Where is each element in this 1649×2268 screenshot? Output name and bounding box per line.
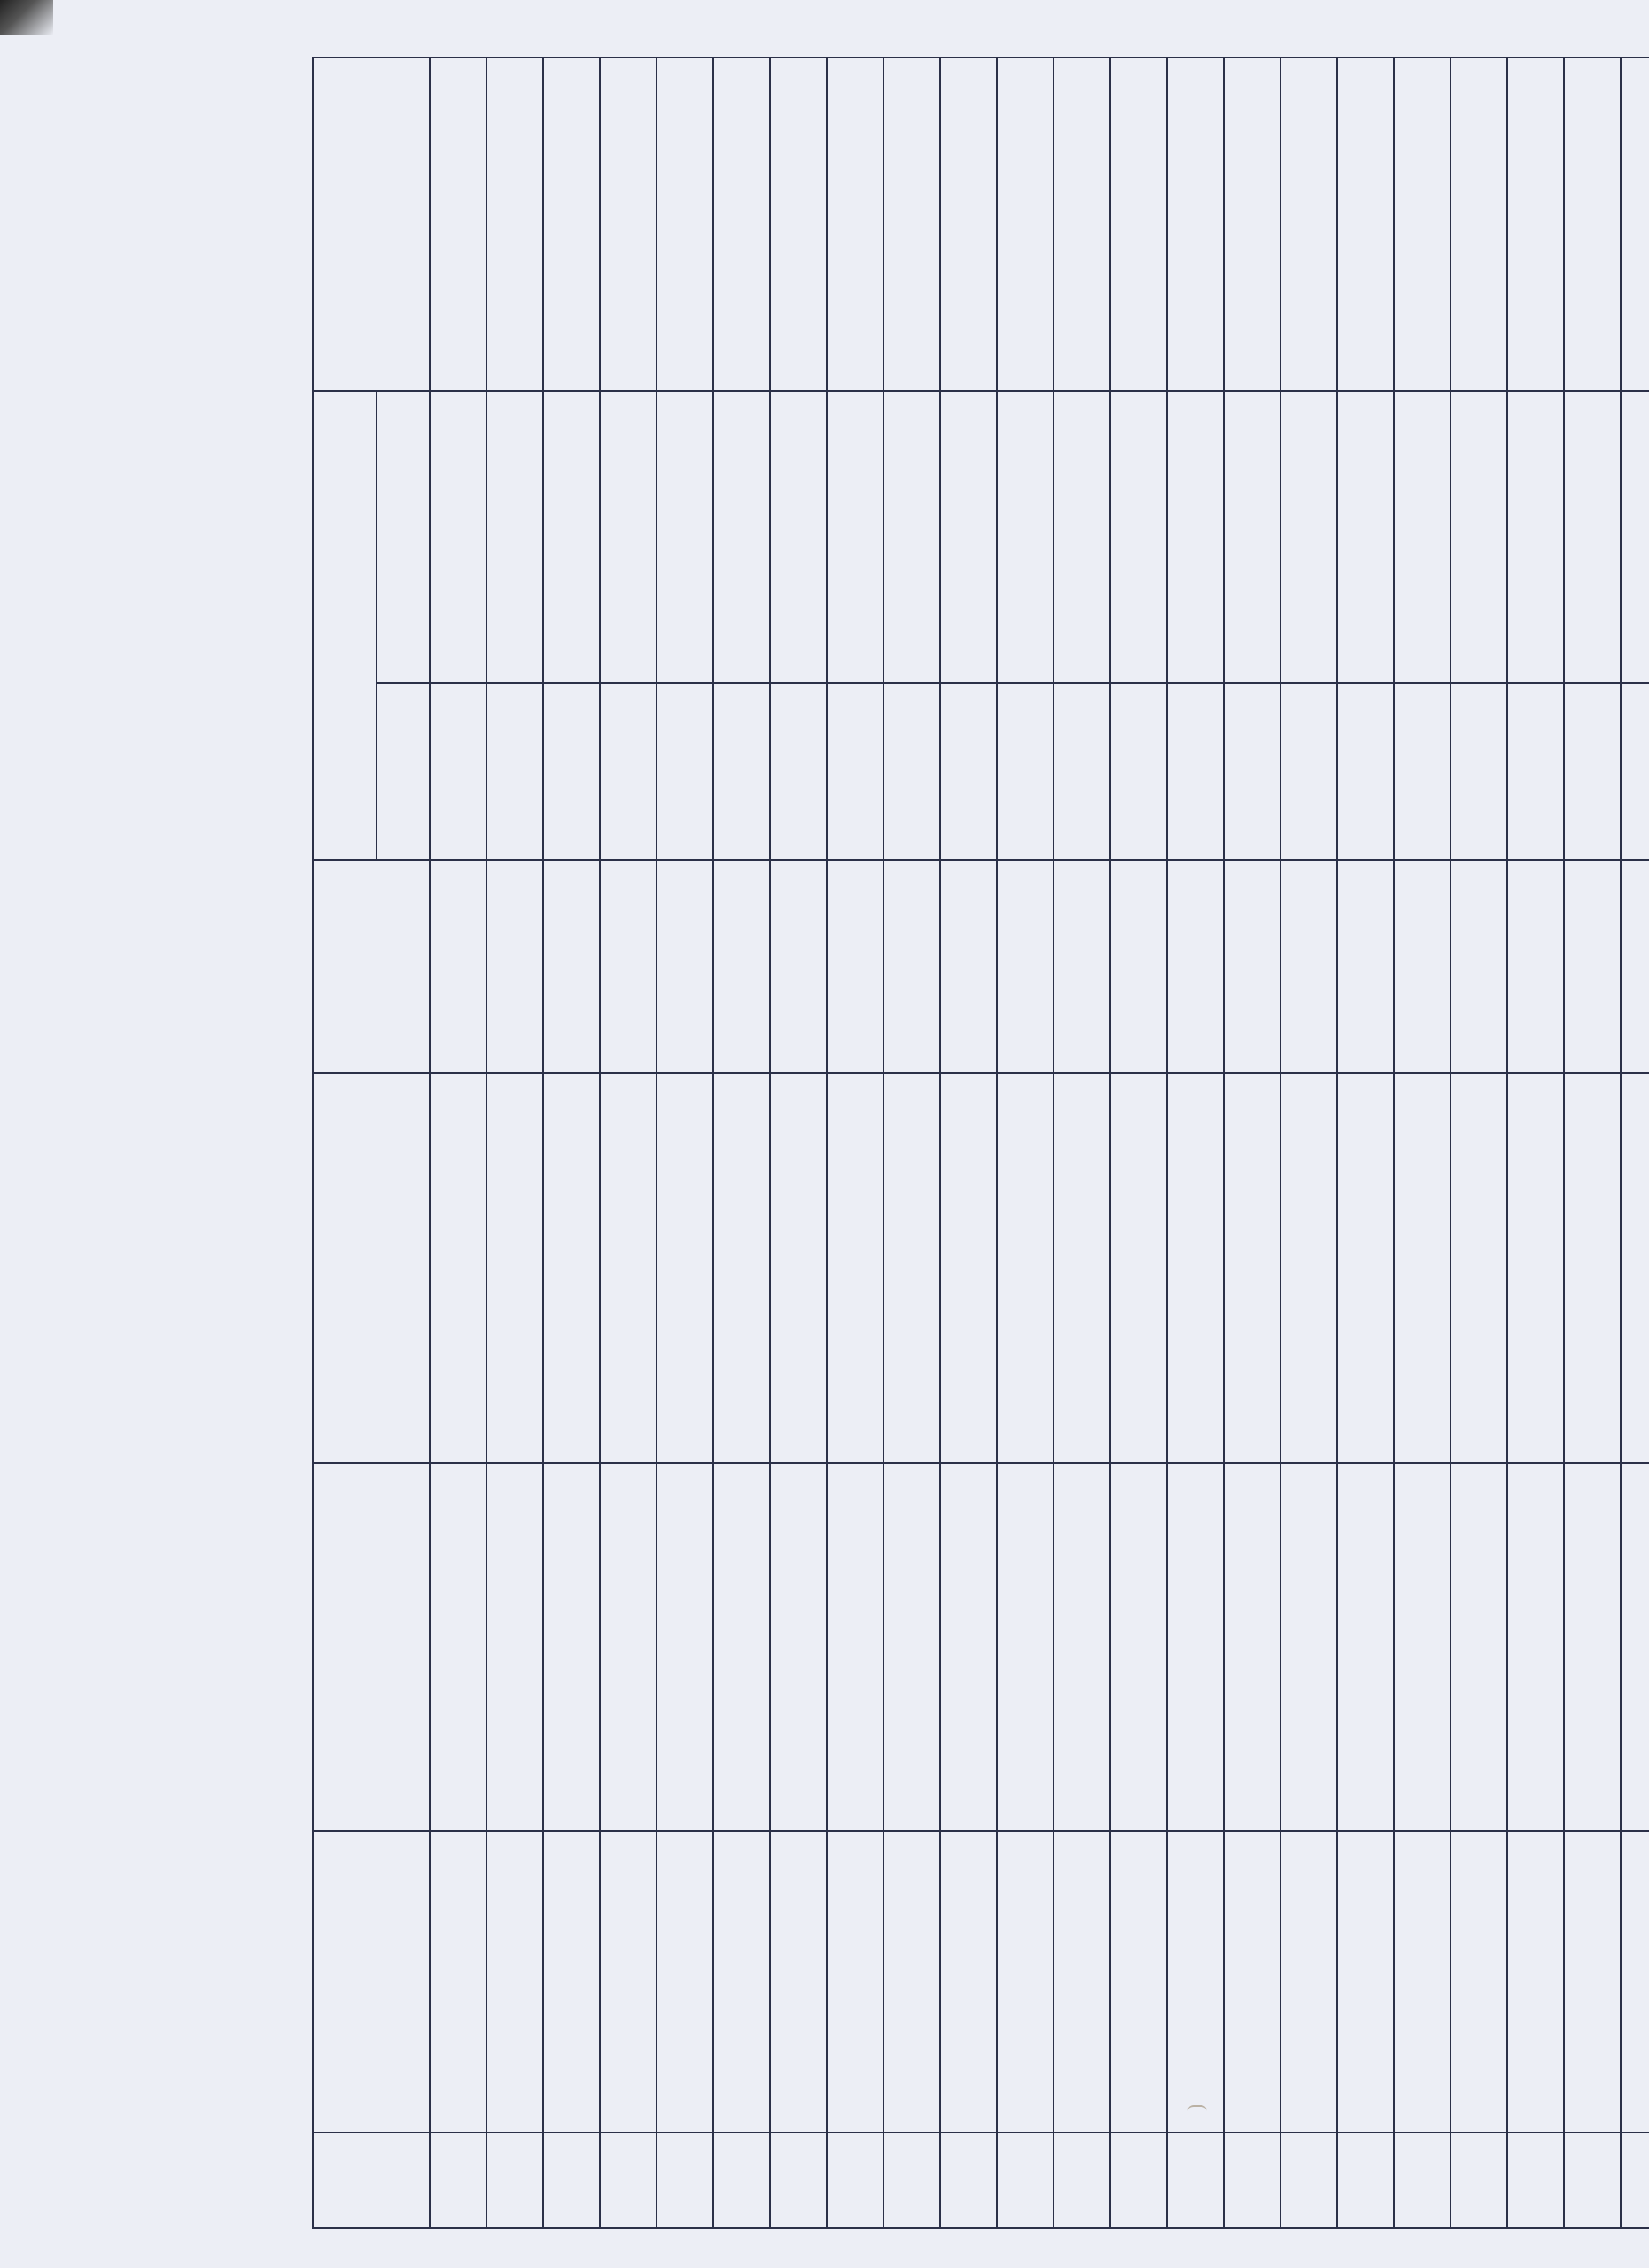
- cell-no: [827, 2132, 883, 2228]
- header-item: [313, 1073, 430, 1463]
- cell-reason: [1280, 58, 1337, 391]
- cell-tax-id: [1280, 1831, 1337, 2132]
- cell-vendor: [1507, 1463, 1564, 1831]
- cell-no: [770, 2132, 827, 2228]
- cell-item: [1394, 1073, 1451, 1463]
- cell-ref-date: [770, 683, 827, 860]
- cell-ref-no: [1621, 391, 1649, 683]
- cell-no: [940, 2132, 997, 2228]
- cell-item: [1110, 1073, 1167, 1463]
- cell-reason: [883, 58, 940, 391]
- cell-vendor: [1280, 1463, 1337, 1831]
- cell-amount: [1564, 860, 1621, 1073]
- header-amount: [313, 860, 430, 1073]
- table-row: [1451, 58, 1507, 2228]
- cell-item: [1564, 1073, 1621, 1463]
- cell-reason: [940, 58, 997, 391]
- cell-item: [997, 1073, 1054, 1463]
- cell-item: [770, 1073, 827, 1463]
- cell-no: [600, 2132, 657, 2228]
- cell-no: [1451, 2132, 1507, 2228]
- table-row: [1110, 58, 1167, 2228]
- cell-tax-id: [600, 1831, 657, 2132]
- cell-item: [430, 1073, 486, 1463]
- cell-ref-date: [657, 683, 713, 860]
- cell-ref-date: [1110, 683, 1167, 860]
- cell-ref-date: [827, 683, 883, 860]
- cell-ref-no: [430, 391, 486, 683]
- cell-no: [1167, 2132, 1224, 2228]
- header-ref: [313, 391, 377, 860]
- header-tax-id: [313, 1831, 430, 2132]
- cell-reason: [1110, 58, 1167, 391]
- cell-no: [1110, 2132, 1167, 2228]
- cell-ref-date: [600, 683, 657, 860]
- cell-ref-date: [1621, 683, 1649, 860]
- cell-item: [1054, 1073, 1110, 1463]
- cell-ref-no: [1451, 391, 1507, 683]
- cell-amount: [1451, 860, 1507, 1073]
- cell-vendor: [430, 1463, 486, 1831]
- cell-no: [1394, 2132, 1451, 2228]
- cell-no: [1507, 2132, 1564, 2228]
- cell-ref-no: [713, 391, 770, 683]
- cell-tax-id: [486, 1831, 543, 2132]
- cell-vendor: [1224, 1463, 1280, 1831]
- cell-vendor: [827, 1463, 883, 1831]
- cell-vendor: [543, 1463, 600, 1831]
- cell-ref-date: [543, 683, 600, 860]
- cell-ref-date: [1224, 683, 1280, 860]
- cell-reason: [713, 58, 770, 391]
- cell-no: [1564, 2132, 1621, 2228]
- cell-item: [1507, 1073, 1564, 1463]
- cell-ref-no: [940, 391, 997, 683]
- cell-amount: [1110, 860, 1167, 1073]
- cell-ref-date: [1167, 683, 1224, 860]
- cell-ref-date: [430, 683, 486, 860]
- cell-no: [657, 2132, 713, 2228]
- cell-ref-no: [1507, 391, 1564, 683]
- table-row: [543, 58, 600, 2228]
- cell-reason: [1167, 58, 1224, 391]
- table-row: [1394, 58, 1451, 2228]
- cell-amount: [1394, 860, 1451, 1073]
- header-ref-no: [377, 391, 430, 683]
- cell-ref-no: [1110, 391, 1167, 683]
- cell-vendor: [883, 1463, 940, 1831]
- cell-no: [997, 2132, 1054, 2228]
- cell-tax-id: [1451, 1831, 1507, 2132]
- cell-vendor: [940, 1463, 997, 1831]
- cell-item: [543, 1073, 600, 1463]
- cell-ref-no: [486, 391, 543, 683]
- cell-item: [600, 1073, 657, 1463]
- cell-tax-id: [1337, 1831, 1394, 2132]
- table-row: [657, 58, 713, 2228]
- cell-ref-no: [1224, 391, 1280, 683]
- cell-reason: [1224, 58, 1280, 391]
- cell-vendor: [486, 1463, 543, 1831]
- cell-ref-no: [997, 391, 1054, 683]
- cell-ref-no: [1280, 391, 1337, 683]
- cell-no: [883, 2132, 940, 2228]
- cell-no: [543, 2132, 600, 2228]
- cell-reason: [1451, 58, 1507, 391]
- cell-amount: [770, 860, 827, 1073]
- cell-vendor: [1337, 1463, 1394, 1831]
- cell-no: [1337, 2132, 1394, 2228]
- cell-amount: [600, 860, 657, 1073]
- table-row: [1337, 58, 1394, 2228]
- cell-reason: [600, 58, 657, 391]
- table-row: [1224, 58, 1280, 2228]
- cell-no: [1280, 2132, 1337, 2228]
- cell-item: [1621, 1073, 1649, 1463]
- cell-tax-id: [1621, 1831, 1649, 2132]
- cell-reason: [1507, 58, 1564, 391]
- cell-reason: [997, 58, 1054, 391]
- cell-no: [1224, 2132, 1280, 2228]
- cell-no: [430, 2132, 486, 2228]
- cell-tax-id: [940, 1831, 997, 2132]
- cell-amount: [1337, 860, 1394, 1073]
- cell-tax-id: [997, 1831, 1054, 2132]
- cell-vendor: [713, 1463, 770, 1831]
- cell-reason: [1337, 58, 1394, 391]
- cell-item: [486, 1073, 543, 1463]
- cell-no: [1054, 2132, 1110, 2228]
- cell-item: [657, 1073, 713, 1463]
- table-row: [486, 58, 543, 2228]
- cell-ref-date: [486, 683, 543, 860]
- cell-vendor: [1394, 1463, 1451, 1831]
- cell-ref-no: [1564, 391, 1621, 683]
- cell-item: [1280, 1073, 1337, 1463]
- cell-vendor: [997, 1463, 1054, 1831]
- cell-ref-no: [1394, 391, 1451, 683]
- cell-ref-date: [883, 683, 940, 860]
- cell-tax-id: [543, 1831, 600, 2132]
- table-row: [1621, 58, 1649, 2228]
- cell-ref-no: [827, 391, 883, 683]
- cell-vendor: [1110, 1463, 1167, 1831]
- header-no: [313, 2132, 430, 2228]
- cell-vendor: [1167, 1463, 1224, 1831]
- cell-reason: [1394, 58, 1451, 391]
- cell-reason: [1054, 58, 1110, 391]
- cell-vendor: [1621, 1463, 1649, 1831]
- cell-tax-id: [430, 1831, 486, 2132]
- cell-ref-no: [657, 391, 713, 683]
- table-row: [827, 58, 883, 2228]
- cell-ref-date: [1564, 683, 1621, 860]
- cell-reason: [430, 58, 486, 391]
- cell-amount: [657, 860, 713, 1073]
- cell-tax-id: [1167, 1831, 1224, 2132]
- table-row: [1167, 58, 1224, 2228]
- cell-vendor: [1564, 1463, 1621, 1831]
- cell-vendor: [600, 1463, 657, 1831]
- cell-tax-id: [657, 1831, 713, 2132]
- cell-tax-id: [770, 1831, 827, 2132]
- cell-ref-no: [883, 391, 940, 683]
- cell-amount: [997, 860, 1054, 1073]
- table-row: [430, 58, 486, 2228]
- cell-item: [1167, 1073, 1224, 1463]
- table-row: [1280, 58, 1337, 2228]
- cell-tax-id: [883, 1831, 940, 2132]
- table-row: [770, 58, 827, 2228]
- cell-tax-id: [1394, 1831, 1451, 2132]
- cell-vendor: [1054, 1463, 1110, 1831]
- cell-ref-date: [713, 683, 770, 860]
- header-reason: [313, 58, 430, 391]
- cell-tax-id: [1564, 1831, 1621, 2132]
- header-vendor: [313, 1463, 430, 1831]
- cell-tax-id: [1054, 1831, 1110, 2132]
- cell-reason: [1564, 58, 1621, 391]
- cell-ref-no: [770, 391, 827, 683]
- cell-amount: [1224, 860, 1280, 1073]
- cell-amount: [430, 860, 486, 1073]
- table-row: [713, 58, 770, 2228]
- table-row: [600, 58, 657, 2228]
- cell-item: [1451, 1073, 1507, 1463]
- table-row: [1564, 58, 1621, 2228]
- cell-no: [1621, 2132, 1649, 2228]
- table-row: [1507, 58, 1564, 2228]
- cell-reason: [657, 58, 713, 391]
- cell-amount: [1621, 860, 1649, 1073]
- cell-tax-id: [713, 1831, 770, 2132]
- cell-amount: [1280, 860, 1337, 1073]
- procurement-table: [312, 57, 1649, 2229]
- cell-tax-id: [1110, 1831, 1167, 2132]
- cell-ref-date: [1280, 683, 1337, 860]
- header-ref-date: [377, 683, 430, 860]
- cell-item: [1337, 1073, 1394, 1463]
- cell-ref-date: [940, 683, 997, 860]
- table-row: [883, 58, 940, 2228]
- cell-amount: [543, 860, 600, 1073]
- cell-ref-date: [1337, 683, 1394, 860]
- cell-ref-date: [1054, 683, 1110, 860]
- cell-tax-id: [827, 1831, 883, 2132]
- cell-ref-date: [1507, 683, 1564, 860]
- cell-item: [883, 1073, 940, 1463]
- cell-item: [1224, 1073, 1280, 1463]
- cell-vendor: [770, 1463, 827, 1831]
- cell-ref-no: [600, 391, 657, 683]
- cell-reason: [1621, 58, 1649, 391]
- cell-amount: [883, 860, 940, 1073]
- cell-ref-date: [1451, 683, 1507, 860]
- cell-ref-date: [997, 683, 1054, 860]
- cell-tax-id: [1224, 1831, 1280, 2132]
- cell-item: [713, 1073, 770, 1463]
- cell-ref-no: [1054, 391, 1110, 683]
- cell-vendor: [657, 1463, 713, 1831]
- table-row: [1054, 58, 1110, 2228]
- cell-amount: [827, 860, 883, 1073]
- cell-ref-no: [1167, 391, 1224, 683]
- cell-amount: [713, 860, 770, 1073]
- cell-reason: [770, 58, 827, 391]
- cell-amount: [1167, 860, 1224, 1073]
- cell-amount: [940, 860, 997, 1073]
- cell-amount: [1054, 860, 1110, 1073]
- cell-reason: [827, 58, 883, 391]
- cell-ref-date: [1394, 683, 1451, 860]
- cell-ref-no: [1337, 391, 1394, 683]
- table-row: [940, 58, 997, 2228]
- cell-amount: [486, 860, 543, 1073]
- cell-item: [827, 1073, 883, 1463]
- cell-amount: [1507, 860, 1564, 1073]
- cell-item: [940, 1073, 997, 1463]
- cell-no: [713, 2132, 770, 2228]
- cell-ref-no: [543, 391, 600, 683]
- cell-vendor: [1451, 1463, 1507, 1831]
- table-row: [997, 58, 1054, 2228]
- cell-reason: [543, 58, 600, 391]
- cell-no: [486, 2132, 543, 2228]
- cell-tax-id: [1507, 1831, 1564, 2132]
- cell-reason: [486, 58, 543, 391]
